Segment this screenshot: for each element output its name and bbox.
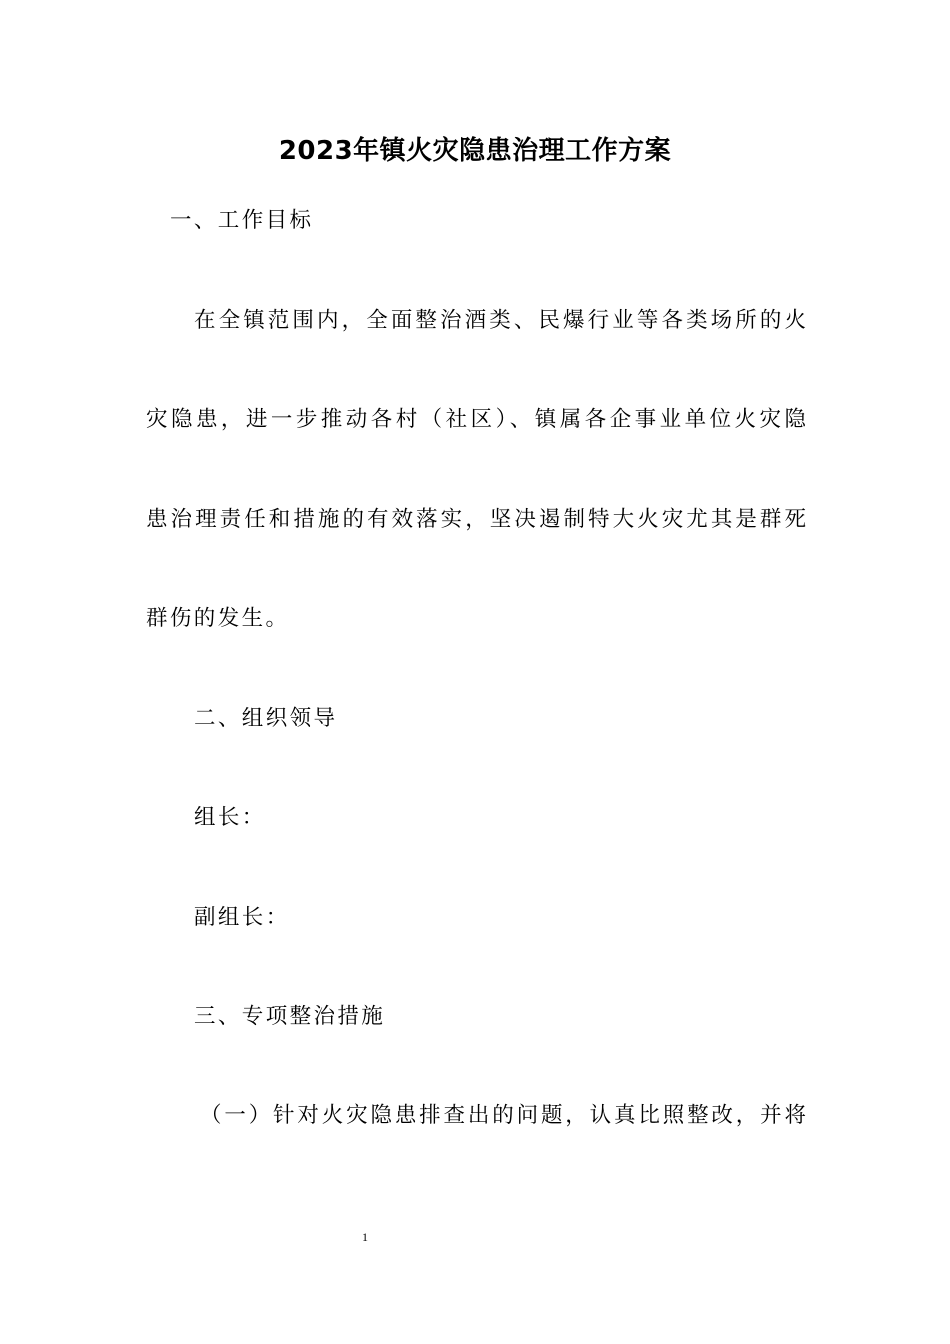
paragraph-line: 群伤的发生。 [146,606,290,631]
paragraph-line: 在全镇范围内，全面整治酒类、民爆行业等各类场所的火 [194,308,806,333]
deputy-leader-label: 副组长： [194,905,290,930]
paragraph-line: （一）针对火灾隐患排查出的问题，认真比照整改，并将 [200,1103,806,1128]
section-heading-leadership: 二、组织领导 [194,706,338,731]
document-title: 2023年镇火灾隐患治理工作方案 [278,136,672,166]
leader-label: 组长： [194,805,266,830]
paragraph-line: 患治理责任和措施的有效落实，坚决遏制特大火灾尤其是群死 [146,507,806,532]
page-number: 1 [362,1230,368,1244]
section-heading-measures: 三、专项整治措施 [194,1004,386,1029]
section-heading-goals: 一、工作目标 [170,208,314,233]
paragraph-line: 灾隐患，进一步推动各村（社区）、镇属各企事业单位火灾隐 [146,407,806,432]
